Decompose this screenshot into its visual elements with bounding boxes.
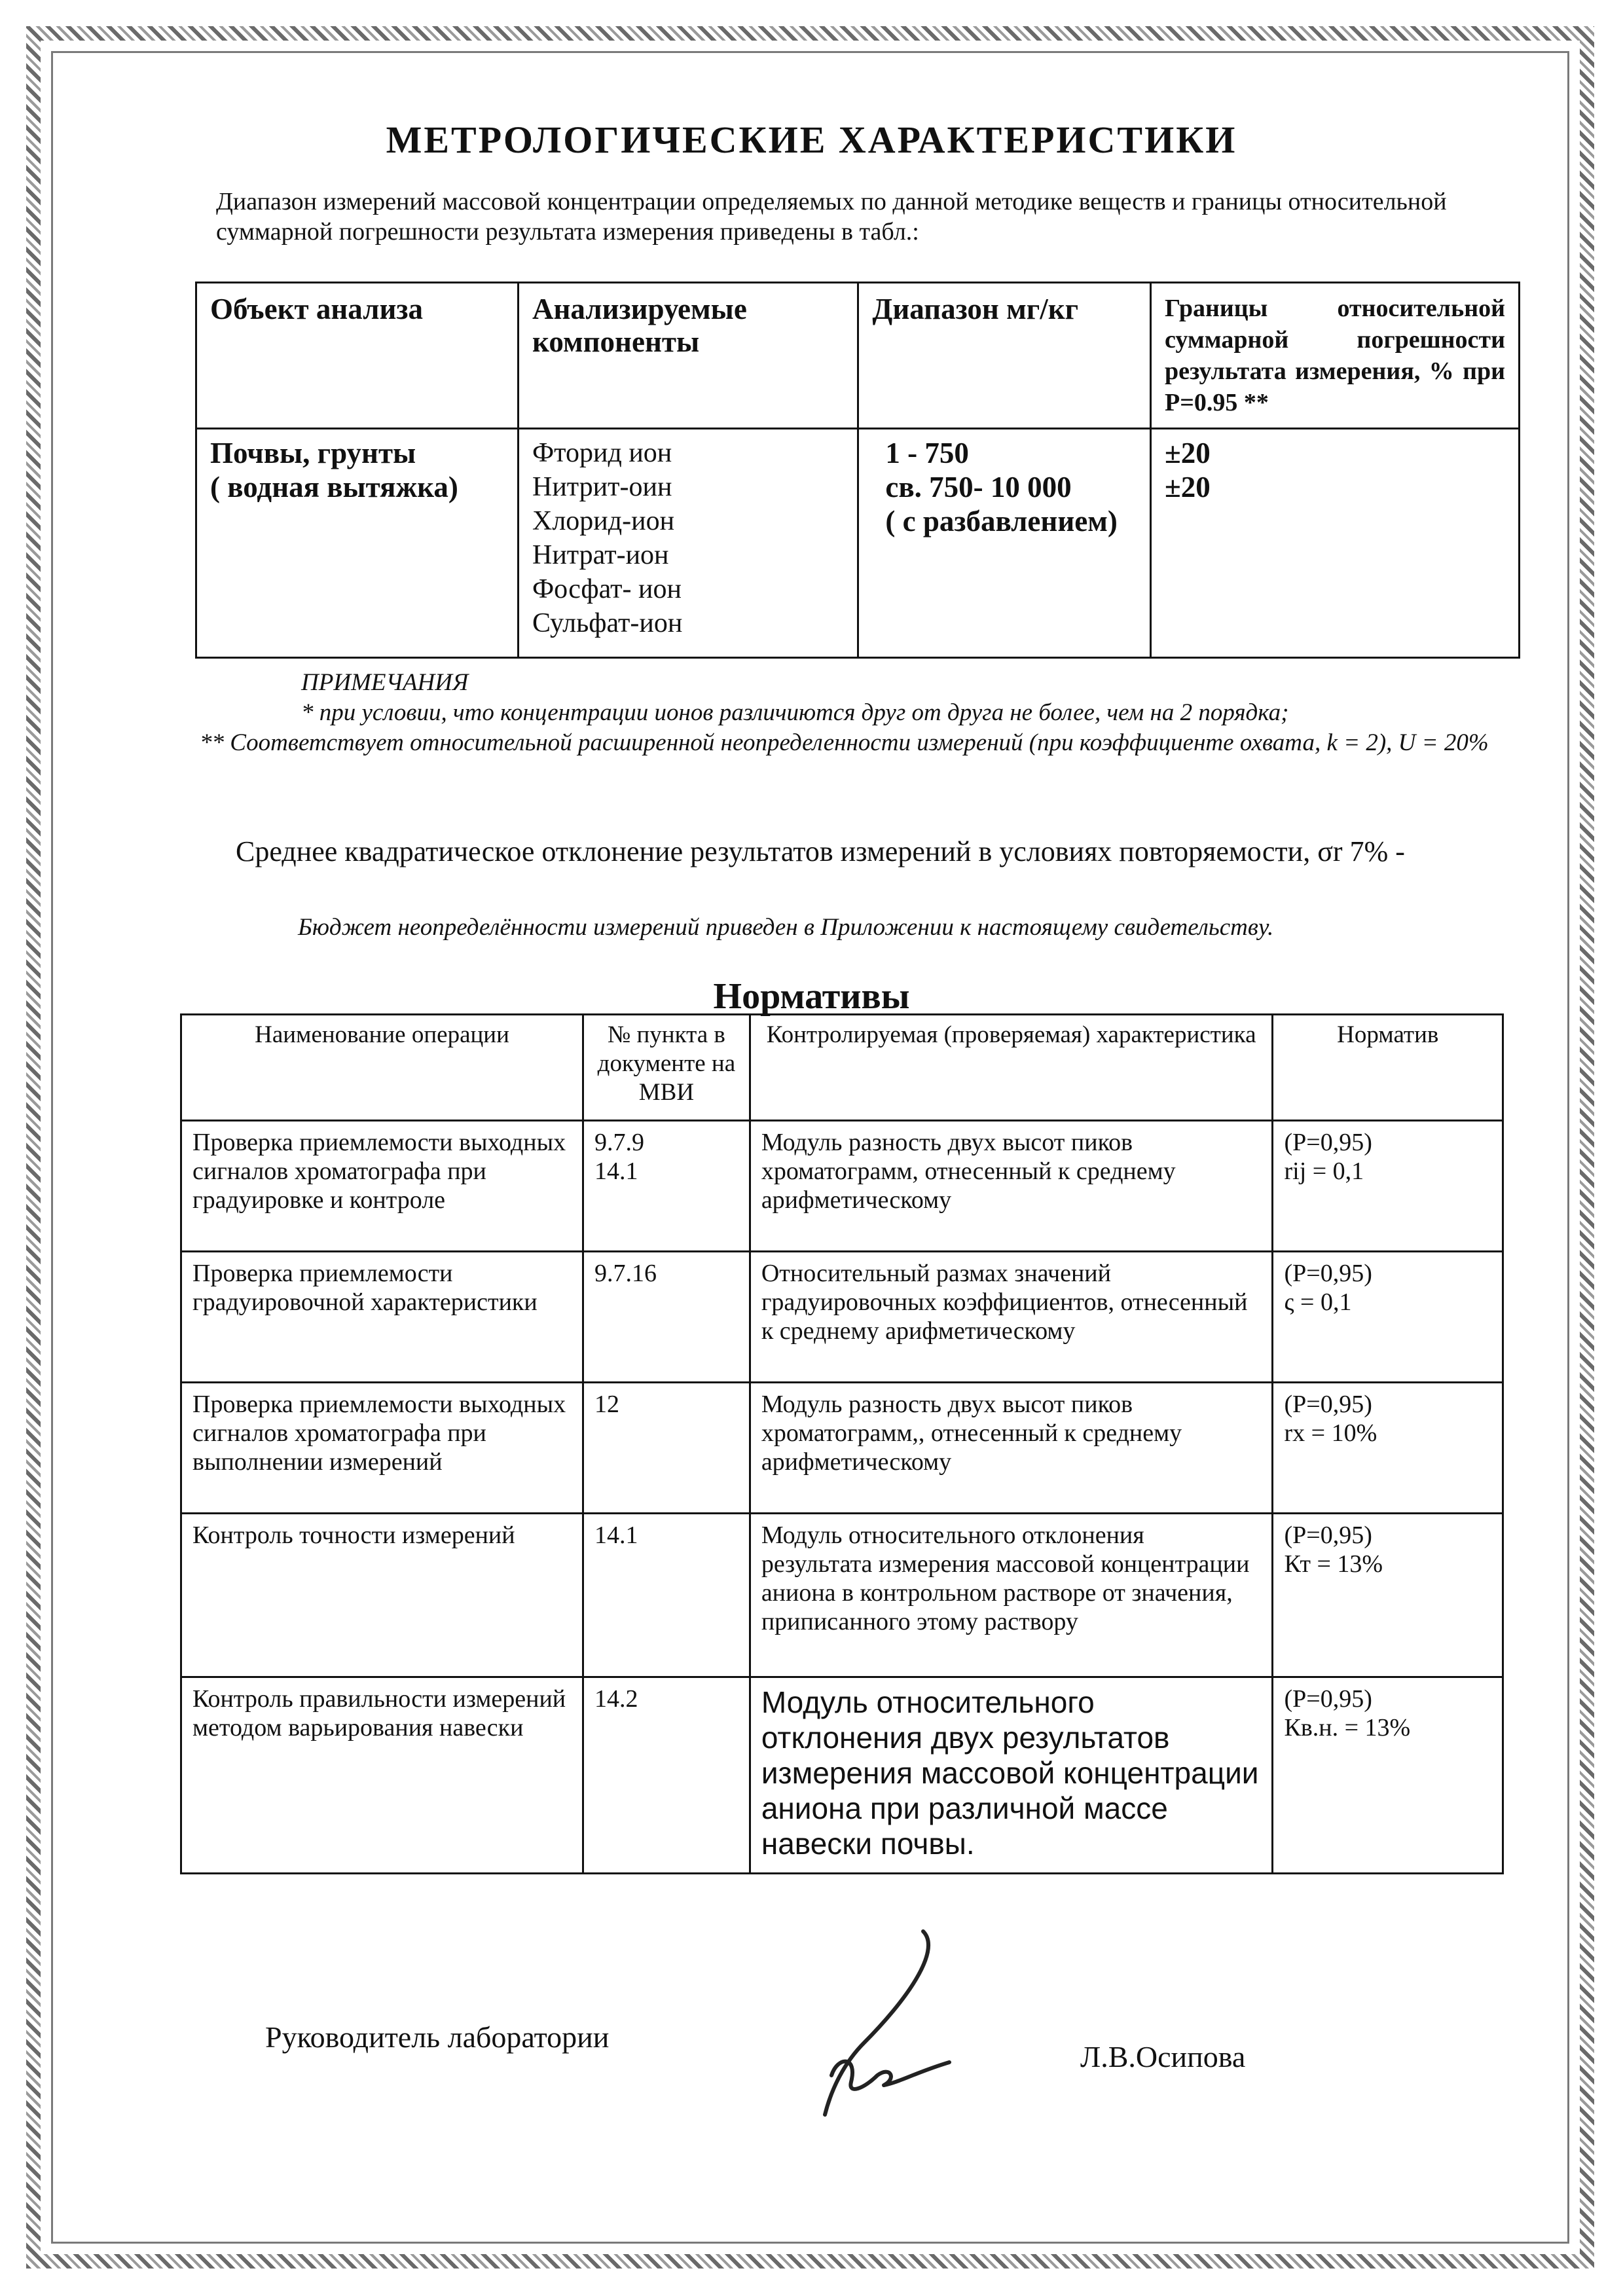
range-item: ( с разбавлением) [885, 505, 1118, 538]
object-line: Почвы, грунты [210, 437, 416, 469]
row-norm: (Р=0,95) Кт = 13% [1273, 1514, 1503, 1677]
table-row [181, 1677, 1503, 1874]
row-norm: (Р=0,95) rx = 10% [1273, 1383, 1503, 1514]
header-operation: Наименование операции [181, 1015, 583, 1121]
row-characteristic: Модуль относительного отклонения результата измерения массовой концентрации аниона в контрольном растворе от значения, приписанного этому раствору [750, 1514, 1273, 1677]
object-line: ( водная вытяжка) [210, 471, 458, 503]
error-cell [1151, 429, 1520, 658]
object-cell [196, 429, 519, 658]
row-item: 14.2 [583, 1677, 750, 1874]
component-item: Хлорид-ион [532, 506, 675, 536]
notes-block [200, 668, 1496, 758]
row-norm: (Р=0,95) Кв.н. = 13% [1273, 1677, 1503, 1874]
header-item: № пункта в документе на МВИ [583, 1015, 750, 1121]
intro-text: Диапазон измерений массовой концентрации определяемых по данной методике веществ и границы относительной суммарной погрешности результата измерения приведены в табл.: [216, 188, 1447, 246]
table-row [181, 1514, 1503, 1677]
row-operation: Проверка приемлемости выходных сигналов хроматографа при выполнении измерений [181, 1383, 583, 1514]
header-range: Диапазон мг/кг [858, 283, 1151, 429]
metrology-table [195, 282, 1520, 659]
error-item: ±20 [1165, 437, 1211, 469]
error-item: ±20 [1165, 471, 1211, 503]
header-norm: Норматив [1273, 1015, 1503, 1121]
components-cell [519, 429, 858, 658]
component-item: Сульфат-ион [532, 608, 683, 638]
range-item: 1 - 750 [885, 437, 969, 469]
row-norm: (Р=0,95) ς = 0,1 [1273, 1252, 1503, 1383]
row-characteristic: Модуль разность двух высот пиков хроматограмм,, отнесенный к среднему арифметическому [750, 1383, 1273, 1514]
range-item: св. 750- 10 000 [885, 471, 1072, 503]
component-item: Нитрит-оин [532, 472, 672, 502]
range-cell [858, 429, 1151, 658]
norms-table [180, 1013, 1504, 1874]
row-operation: Контроль правильности измерений методом варьирования навески [181, 1677, 583, 1874]
row-operation: Контроль точности измерений [181, 1514, 583, 1677]
header-components: Анализируемые компоненты [519, 283, 858, 429]
note-2: ** Соответствует относительной расширенной неопределенности измерений (при коэффициенте охвата, k = 2), U = 20% [200, 729, 1489, 756]
table-row [181, 1121, 1503, 1252]
component-item: Фосфат- ион [532, 574, 682, 604]
row-operation: Проверка приемлемости градуировочной характеристики [181, 1252, 583, 1383]
row-item: 14.1 [583, 1514, 750, 1677]
std-deviation-text: Среднее квадратическое отклонение результатов измерений в условиях повторяемости, σr 7% - [236, 835, 1405, 867]
table-row [181, 1252, 1503, 1383]
header-error: Границы относительной суммарной погрешности результата измерения, % при Р=0.95 ** [1151, 283, 1520, 429]
table-row [181, 1383, 1503, 1514]
note-1: * при условии, что концентрации ионов различиются друг от друга не более, чем на 2 порядка; [301, 699, 1289, 726]
signature-name: Л.В.Осипова [1080, 2040, 1246, 2073]
signature-position: Руководитель лаборатории [265, 2020, 610, 2054]
notes-heading: ПРИМЕЧАНИЯ [301, 669, 469, 696]
row-operation: Проверка приемлемости выходных сигналов хроматографа при градуировке и контроле [181, 1121, 583, 1252]
header-characteristic: Контролируемая (проверяемая) характеристика [750, 1015, 1273, 1121]
handwritten-signature [786, 1925, 956, 2121]
budget-text: Бюджет неопределённости измерений приведен в Приложении к настоящему свидетельству. [298, 914, 1274, 941]
row-item: 9.7.16 [583, 1252, 750, 1383]
header-object: Объект анализа [196, 283, 519, 429]
row-norm: (Р=0,95) rij = 0,1 [1273, 1121, 1503, 1252]
component-item: Фторид ион [532, 438, 672, 468]
row-characteristic: Модуль относительного отклонения двух результатов измерения массовой концентрации аниона при различной массе навески почвы. [750, 1677, 1273, 1874]
component-item: Нитрат-ион [532, 540, 669, 570]
row-item: 12 [583, 1383, 750, 1514]
section-title: Нормативы [713, 976, 910, 1017]
row-item: 9.7.9 14.1 [583, 1121, 750, 1252]
row-characteristic: Относительный размах значений градуировочных коэффициентов, отнесенный к среднему арифметическому [750, 1252, 1273, 1383]
row-characteristic: Модуль разность двух высот пиков хроматограмм, отнесенный к среднему арифметическому [750, 1121, 1273, 1252]
page-title: МЕТРОЛОГИЧЕСКИЕ ХАРАКТЕРИСТИКИ [386, 118, 1237, 161]
